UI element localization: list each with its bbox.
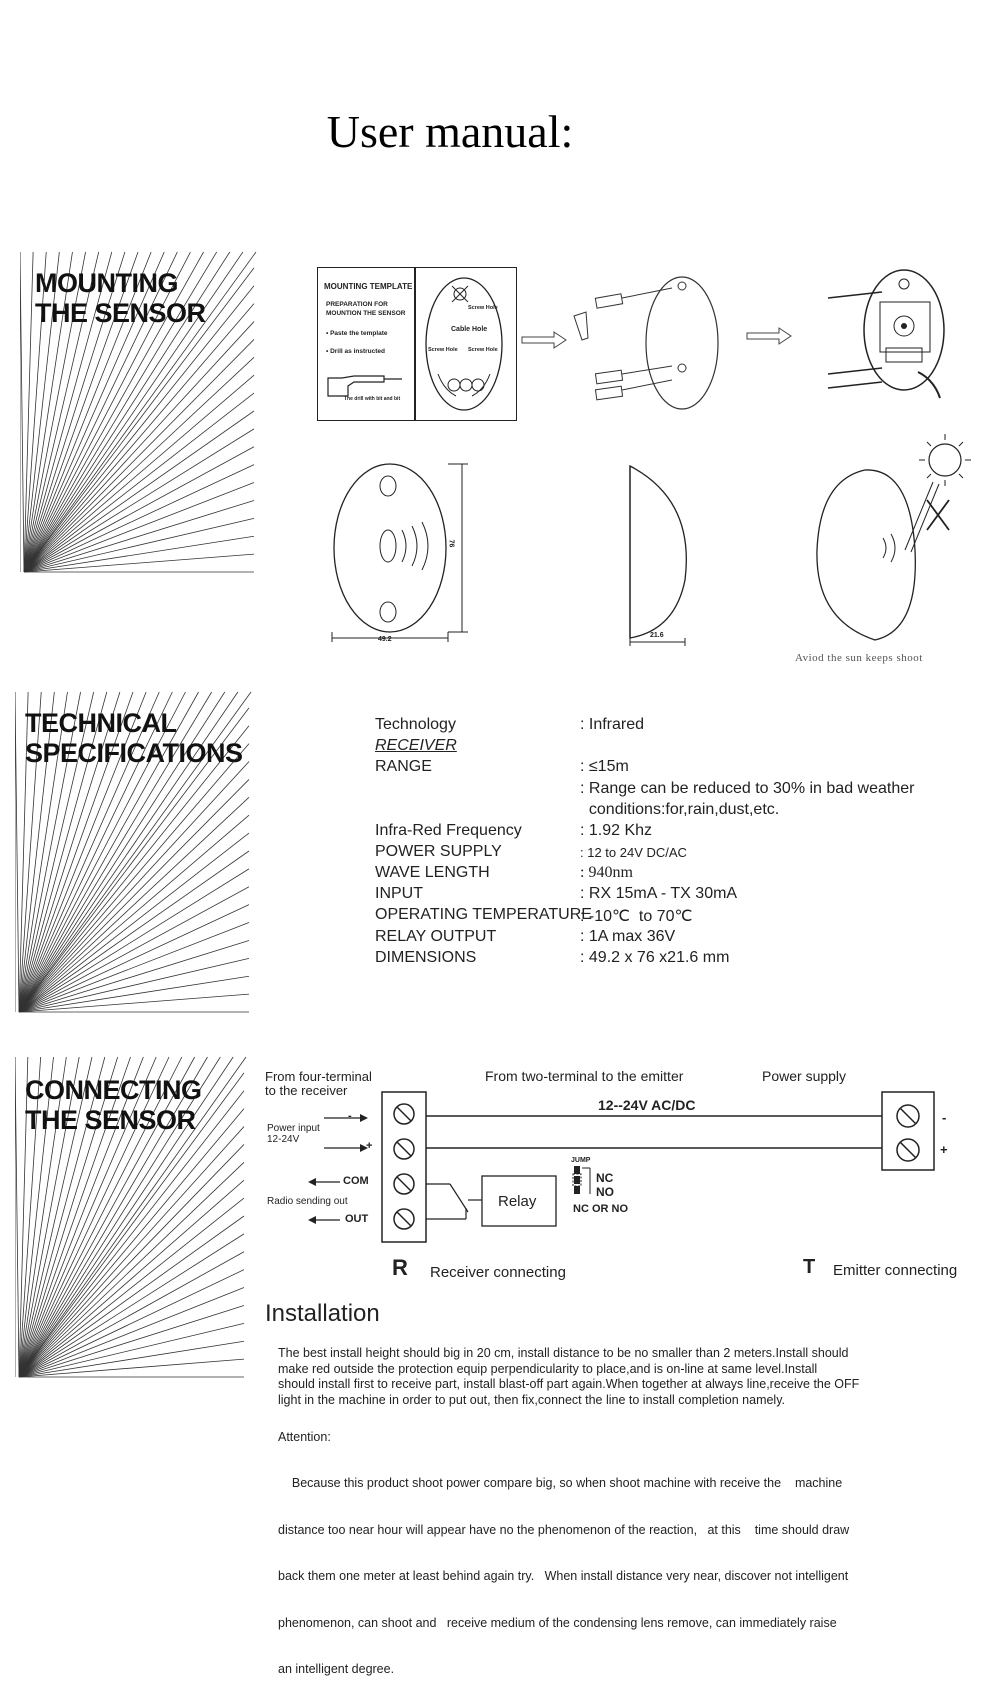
- spec-value-range-note2: conditions:for,rain,dust,etc.: [580, 801, 780, 818]
- fan-ray: [19, 994, 249, 1012]
- fan-ray: [19, 976, 249, 1012]
- fan-ray: [19, 1288, 244, 1377]
- spec-label-input: INPUT: [375, 885, 423, 902]
- specs-heading: [25, 708, 243, 768]
- emitter-plus-label: +: [940, 1142, 948, 1157]
- installation-title: Installation: [265, 1300, 380, 1327]
- fan-ray: [19, 887, 249, 1012]
- fan-ray: [19, 1359, 244, 1377]
- mounting-heading: [35, 268, 206, 328]
- fan-ray: [19, 797, 249, 1012]
- attention-line: distance too near hour will appear have no the phenomenon of the reaction, at this time should draw: [278, 1522, 850, 1537]
- attention-line: an intelligent degree.: [278, 1662, 395, 1676]
- nc-or-no-label: NC OR NO: [573, 1203, 628, 1215]
- template-subtitle: [326, 300, 405, 318]
- page-title: User manual:: [326, 106, 574, 157]
- fan-ray: [19, 1216, 244, 1377]
- installation-line: should install first to receive part, install blast-off part again.When together at always line,receive the OFF: [278, 1377, 860, 1391]
- emitter-minus-label: -: [942, 1110, 947, 1125]
- power-input-label: [267, 1123, 320, 1145]
- com-label: COM: [343, 1175, 369, 1187]
- fan-ray: [24, 483, 254, 572]
- sensor-open-drawing: [822, 262, 962, 412]
- dim-width: 49.2: [378, 636, 392, 643]
- template-step2: • Drill as instructed: [326, 348, 385, 355]
- fan-ray: [19, 923, 249, 1012]
- fan-ray: [19, 1341, 244, 1377]
- attention-paragraph: [278, 1445, 993, 1693]
- spec-value-range: : ≤15m: [580, 758, 629, 775]
- fan-ray: [24, 357, 254, 572]
- fan-ray: [24, 536, 254, 572]
- fan-ray: [24, 447, 254, 572]
- two-terminal-label: From two-terminal to the emitter: [485, 1068, 684, 1084]
- fan-ray: [15, 1057, 19, 1377]
- sun-caption: Aviod the sun keeps shoot: [795, 652, 923, 664]
- template-subtitle-line1: PREPARATION FOR: [326, 301, 388, 308]
- fan-ray: [24, 554, 254, 572]
- input-plus-sign: +: [366, 1140, 373, 1152]
- drill-icon: [322, 366, 410, 400]
- mounting-heading-line1: MOUNTING: [35, 268, 178, 298]
- fan-ray: [24, 375, 254, 572]
- attention-title: Attention:: [278, 1430, 331, 1444]
- fan-ray: [24, 252, 33, 572]
- specs-heading-line2: SPECIFICATIONS: [25, 738, 243, 768]
- wall-plugs-drawing: [572, 268, 732, 418]
- emitter-letter: T: [803, 1256, 816, 1278]
- screw-hole-left-label: Screw Hole: [428, 347, 458, 353]
- installation-line: make red outside the protection equip perpendicularity to place,and is on-line at same level.Install: [278, 1361, 818, 1376]
- spec-value-range-note: : Range can be reduced to 30% in bad weather: [580, 780, 915, 797]
- mounting-heading-line2: THE SENSOR: [35, 298, 206, 328]
- screw-hole-top-label: Screw Hole: [468, 305, 498, 311]
- fan-ray: [15, 692, 19, 1012]
- four-terminal-label: [265, 1070, 372, 1098]
- spec-value-power: : 12 to 24V DC/AC: [580, 845, 687, 860]
- spec-label-relay: RELAY OUTPUT: [375, 928, 497, 945]
- fan-ray: [19, 851, 249, 1012]
- connecting-heading: [25, 1075, 202, 1135]
- cable-hole-label: Cable Hole: [451, 326, 488, 333]
- fan-ray: [19, 1252, 244, 1377]
- attention-line: Because this product shoot power compare big, so when shoot machine with receive the machine: [278, 1476, 843, 1490]
- four-terminal-line1: From four-terminal: [265, 1069, 372, 1084]
- spec-label-dimensions: DIMENSIONS: [375, 949, 477, 966]
- power-input-line1: Power input: [267, 1123, 320, 1134]
- template-title: MOUNTING TEMPLATE: [324, 282, 413, 291]
- spec-value-frequency: : 1.92 Khz: [580, 822, 653, 839]
- step-arrow-icon-2: [745, 326, 795, 346]
- fan-ray: [20, 252, 24, 572]
- template-step1: • Paste the template: [326, 330, 388, 337]
- template-oval-drawing: [416, 272, 514, 416]
- fan-ray: [19, 726, 249, 1012]
- fan-ray: [24, 286, 254, 572]
- fan-ray: [19, 779, 249, 1012]
- voltage-label: 12--24V AC/DC: [598, 1097, 696, 1113]
- power-supply-label: Power supply: [762, 1068, 847, 1084]
- template-subtitle-line2: MOUNTION THE SENSOR: [326, 310, 406, 317]
- spec-label-receiver: RECEIVER: [375, 737, 457, 754]
- emitter-connecting-label: Emitter connecting: [833, 1262, 958, 1279]
- screw-hole-right-label: Screw Hole: [468, 347, 498, 353]
- relay-label: Relay: [498, 1193, 537, 1210]
- drill-caption: The drill with bit and bit: [344, 396, 401, 402]
- fan-ray: [19, 1144, 244, 1377]
- connecting-heading-line1: CONNECTING: [25, 1075, 202, 1105]
- installation-line: light in the machine in order to put out, then fix,connect the line to install completion namely.: [278, 1392, 786, 1407]
- receiver-connecting-label: Receiver connecting: [430, 1264, 566, 1281]
- attention-line: phenomenon, can shoot and receive medium of the condensing lens remove, can immediately raise: [278, 1615, 837, 1630]
- spec-label-technology: Technology: [375, 716, 456, 733]
- front-view-drawing: [330, 460, 475, 655]
- four-terminal-line2: to the receiver: [265, 1083, 348, 1098]
- fan-ray: [24, 339, 254, 572]
- spec-value-input: : RX 15mA - TX 30mA: [580, 885, 738, 902]
- installation-line: The best install height should big in 20 cm, install distance to be no smaller than 2 meters.Install should: [278, 1346, 849, 1360]
- mounting-template-card: [317, 267, 517, 421]
- dim-height: 76: [447, 539, 455, 548]
- fan-ray: [19, 1180, 244, 1377]
- spec-label-temperature: OPERATING TEMPERATURE: [375, 906, 592, 923]
- side-view-drawing: [625, 460, 700, 655]
- step-arrow-icon: [520, 330, 570, 350]
- spec-label-frequency: Infra-Red Frequency: [375, 822, 522, 839]
- jump-label: JUMP: [571, 1157, 591, 1164]
- spec-value-technology: : Infrared: [580, 716, 645, 733]
- spec-value-temperature: : -10℃ to 70℃: [580, 908, 693, 925]
- fan-ray: [19, 815, 249, 1012]
- spec-value-dimensions: : 49.2 x 76 x21.6 mm: [580, 949, 730, 966]
- out-label: OUT: [345, 1213, 369, 1225]
- power-input-line2: 12-24V: [267, 1134, 300, 1145]
- receiver-letter: R: [392, 1255, 408, 1280]
- spec-label-wavelength: WAVE LENGTH: [375, 864, 490, 881]
- specs-heading-line1: TECHNICAL: [25, 708, 177, 738]
- attention-line: back them one meter at least behind again try. When install distance very near, discover not intelligent: [278, 1569, 849, 1583]
- dim-depth: 21.6: [650, 632, 664, 639]
- input-minus-sign: -: [348, 1110, 352, 1122]
- spec-label-power: POWER SUPPLY: [375, 843, 502, 860]
- installation-paragraph: [278, 1346, 993, 1408]
- fan-ray: [19, 1162, 244, 1377]
- spec-value-wavelength: : 940nm: [580, 864, 633, 881]
- radio-sending-label: Radio sending out: [267, 1196, 348, 1207]
- connecting-heading-line2: THE SENSOR: [25, 1105, 196, 1135]
- spec-value-relay: : 1A max 36V: [580, 928, 676, 945]
- sun-avoid-drawing: [815, 430, 980, 645]
- nc-label: NC: [596, 1171, 614, 1185]
- fan-ray: [24, 411, 254, 572]
- no-label: NO: [596, 1185, 614, 1199]
- spec-label-range: RANGE: [375, 758, 432, 775]
